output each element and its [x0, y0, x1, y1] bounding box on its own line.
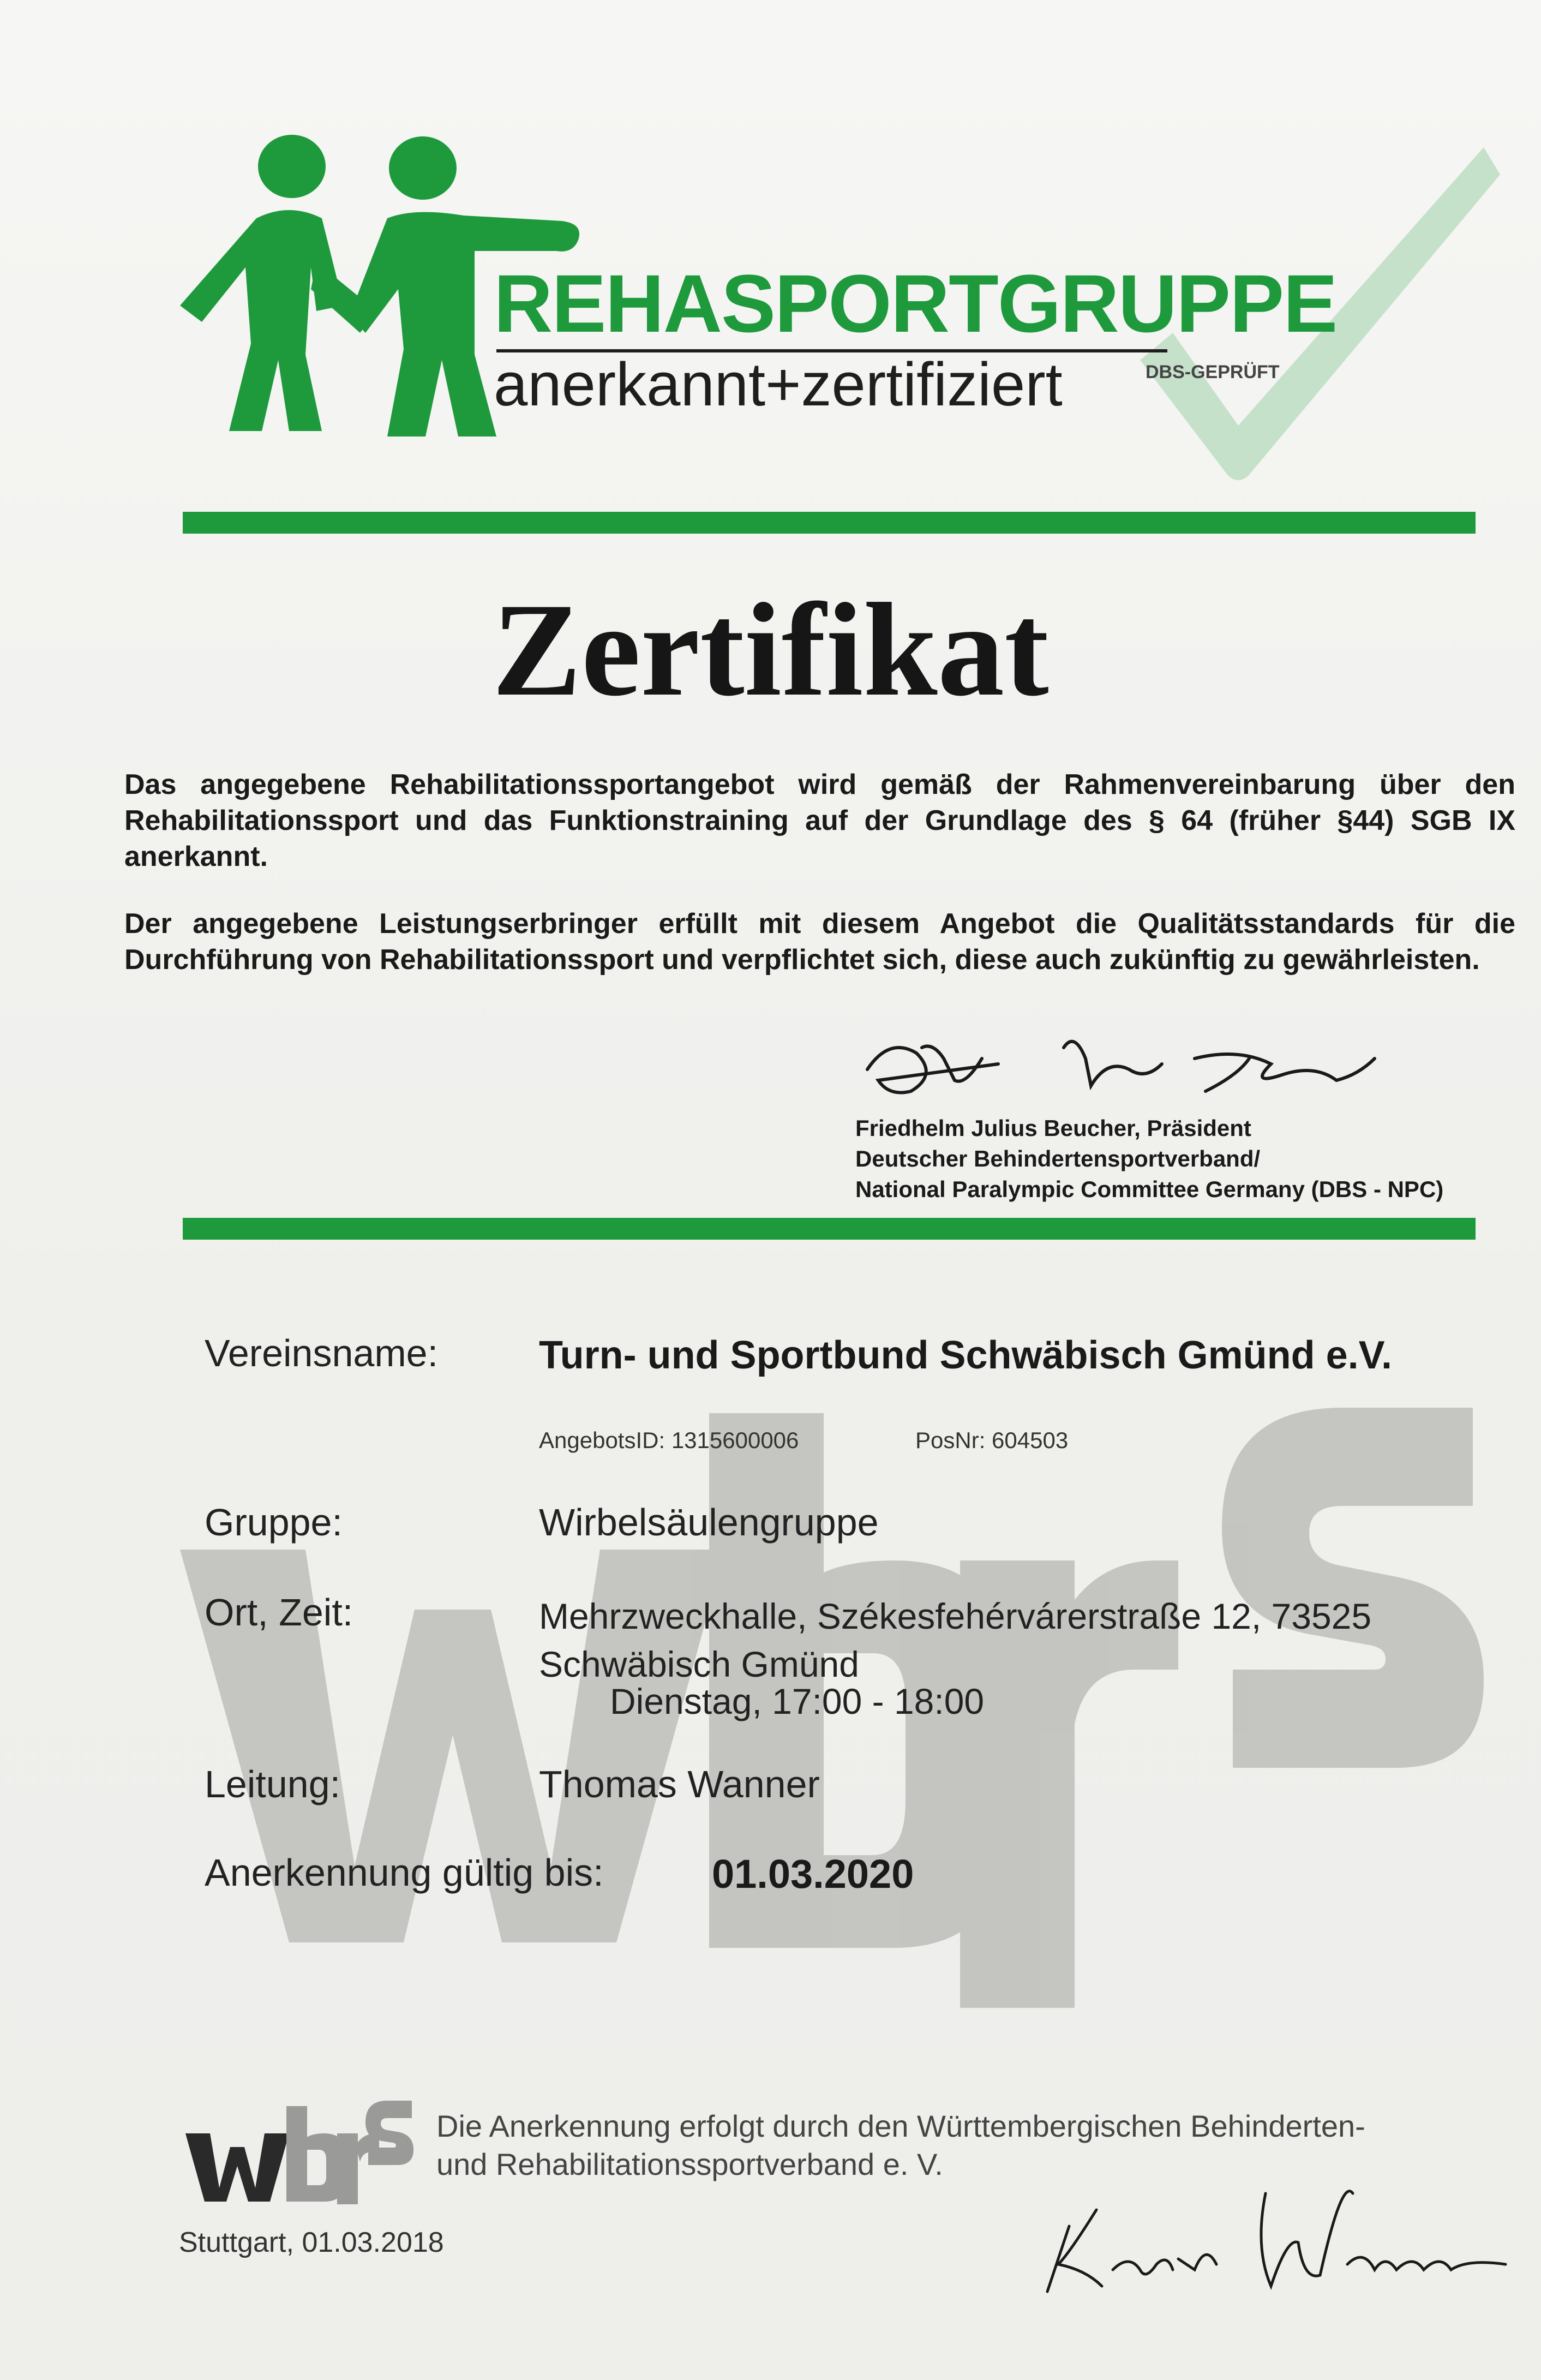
signature-wbrs: [1036, 2161, 1516, 2303]
lead-label: Leitung:: [205, 1763, 341, 1805]
place-line-2: Schwäbisch Gmünd: [539, 1644, 859, 1684]
page-title: Zertifikat: [492, 576, 1049, 723]
signatory-org-1: Deutscher Behindertensportverband/: [855, 1146, 1261, 1171]
valid-date: 01.03.2020: [712, 1851, 914, 1897]
offer-id: AngebotsID: 1315600006: [539, 1427, 799, 1453]
place-date: Stuttgart, 01.03.2018: [179, 2227, 444, 2258]
rehasport-logo: [180, 125, 1500, 497]
time-value: Dienstag, 17:00 - 18:00: [610, 1681, 985, 1721]
logo-badge: DBS-GEPRÜFT: [1146, 362, 1280, 382]
signatory-block: [855, 1113, 1443, 1205]
club-value: Turn- und Sportbund Schwäbisch Gmünd e.V.: [539, 1333, 1393, 1377]
logo-subtitle: anerkannt+zertifiziert: [494, 350, 1063, 418]
signatory-name: Friedhelm Julius Beucher, Präsident: [855, 1115, 1251, 1141]
divider-middle: [183, 1218, 1476, 1240]
logo-title: REHASPORTGRUPPE: [494, 258, 1337, 349]
club-label: Vereinsname:: [205, 1332, 439, 1374]
place-label: Ort, Zeit:: [205, 1591, 353, 1634]
group-value: Wirbelsäulengruppe: [539, 1501, 879, 1544]
wbrs-logo-icon: [180, 2095, 415, 2204]
footer-line-2: und Rehabilitationssportverband e. V.: [436, 2147, 943, 2181]
pos-nr: PosNr: 604503: [915, 1427, 1069, 1453]
place-line-1: Mehrzweckhalle, Székesfehérvárerstraße 12, 73525: [539, 1596, 1372, 1636]
valid-label: Anerkennung gültig bis:: [205, 1851, 604, 1894]
signatory-org-2: National Paralympic Committee Germany (DBS - NPC): [855, 1176, 1444, 1202]
lead-value: Thomas Wanner: [539, 1763, 820, 1805]
footer-line-1: Die Anerkennung erfolgt durch den Württembergischen Behinderten-: [436, 2109, 1365, 2143]
divider-top: [183, 512, 1476, 534]
signature-president: [856, 1026, 1391, 1113]
paragraph-quality: Der angegebene Leistungserbringer erfüllt mit diesem Angebot die Qualitätsstandards für die Durchführung von Rehabilitationssport und verpflichtet sich, diese auch zukünftig zu gewährleisten.: [124, 908, 1515, 976]
group-label: Gruppe:: [205, 1501, 343, 1544]
paragraph-recognition: Das angegebene Rehabilitationssportangebot wird gemäß der Rahmenvereinbarung über den Rehabilitationssport und das Funktionstraining auf der Grundlage des § 64 (früher §44) SGB IX anerkannt.: [124, 769, 1515, 872]
place-value: [539, 1592, 1371, 1688]
